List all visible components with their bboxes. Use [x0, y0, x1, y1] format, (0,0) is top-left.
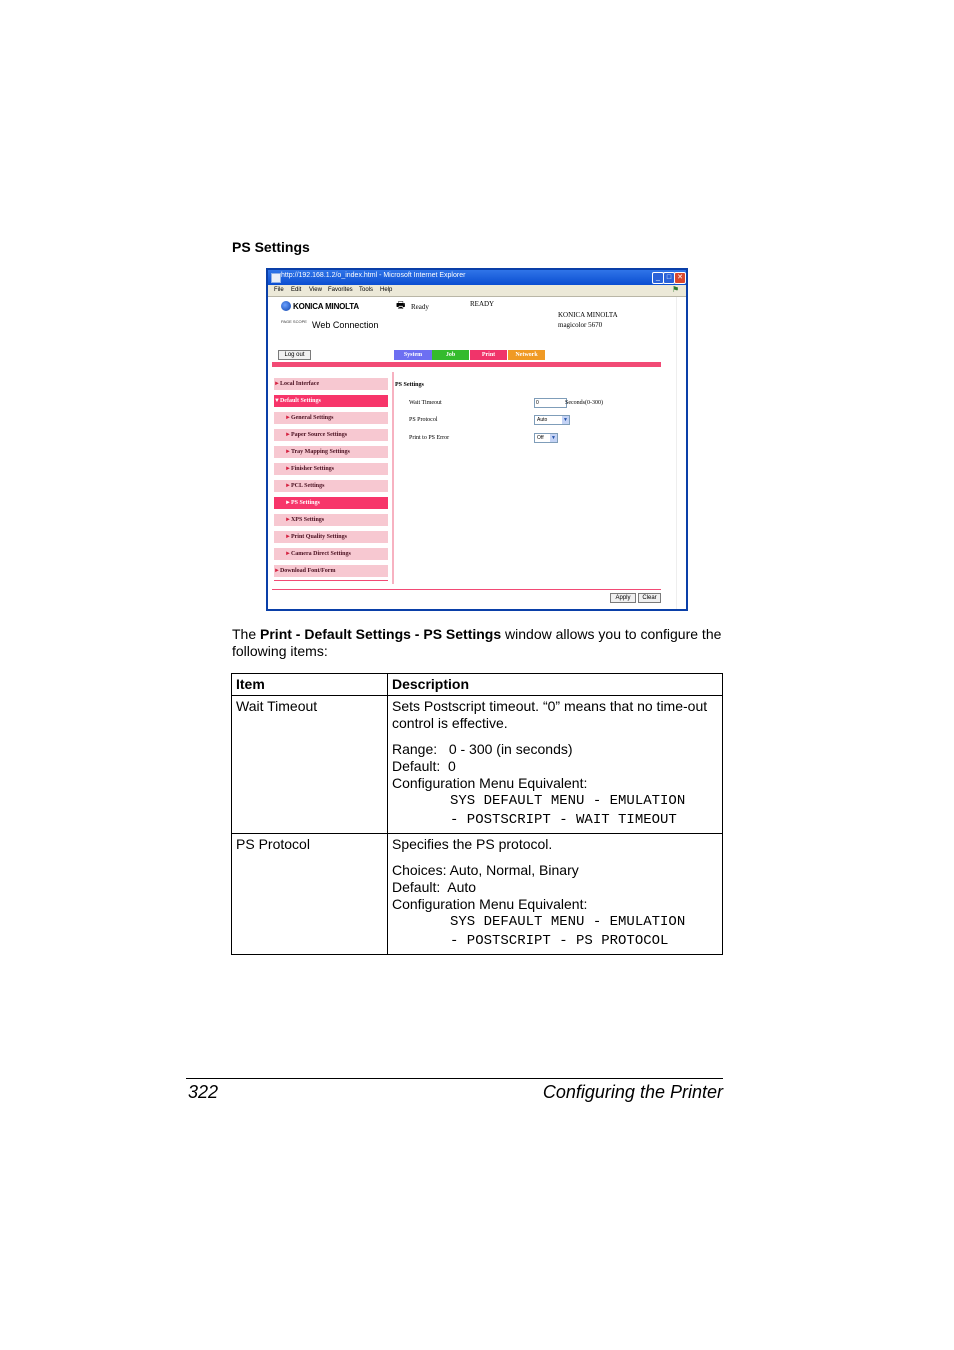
row-description: Specifies the PS protocol. [392, 836, 553, 852]
wait-timeout-label: Wait Timeout [409, 400, 442, 406]
menu-help[interactable]: Help [380, 287, 393, 293]
arrow-right-icon: ► [285, 500, 291, 506]
row-menu-line2: - POSTSCRIPT - PS PROTOCOL [450, 933, 669, 949]
nav-general-settings[interactable] [274, 412, 388, 424]
intro-bold: Print - Default Settings - PS Settings [260, 626, 502, 642]
table-row [232, 696, 723, 834]
pagescope-text: PAGE SCOPE [281, 319, 307, 324]
chevron-down-icon: ▼ [551, 435, 556, 441]
row-choices: Choices: Auto, Normal, Binary [392, 862, 579, 878]
arrow-right-icon: ► [285, 415, 291, 421]
wait-timeout-unit: Seconds(0-300) [565, 400, 603, 406]
arrow-right-icon: ► [285, 466, 291, 472]
nav-tray-mapping-settings[interactable] [274, 446, 388, 458]
nav-default-settings[interactable] [274, 395, 388, 407]
row-menu-line1: SYS DEFAULT MENU - EMULATION [450, 914, 686, 930]
menu-tools[interactable]: Tools [359, 287, 374, 293]
arrow-right-icon: ► [274, 381, 280, 387]
table-header-row [232, 674, 723, 696]
nav-label: General Settings [290, 415, 334, 421]
arrow-right-icon: ► [285, 483, 291, 489]
web-connection-title: Web Connection [312, 320, 379, 330]
row-menu-label: Configuration Menu Equivalent: [392, 896, 588, 912]
windows-flag-icon: ⚑ [672, 285, 680, 294]
ps-protocol-select[interactable] [534, 415, 570, 425]
arrow-right-icon: ► [285, 432, 291, 438]
tab-network[interactable]: Network [508, 350, 545, 360]
logo-text: KONICA MINOLTA [293, 302, 359, 311]
arrow-right-icon: ► [285, 534, 291, 540]
arrow-right-icon: ► [274, 568, 280, 574]
ps-protocol-label: PS Protocol [409, 417, 438, 423]
content-bottom-divider [272, 589, 661, 590]
nav-label: Paper Source Settings [290, 432, 348, 438]
ie-page-icon [271, 273, 281, 283]
globe-icon [281, 301, 291, 311]
wait-timeout-input[interactable]: 0 [534, 398, 567, 408]
row-description: Sets Postscript timeout. “0” means that no time-out control is effective. [392, 698, 708, 731]
nav-label: Camera Direct Settings [290, 551, 351, 557]
row-description-cell [388, 834, 723, 955]
page-scrollbar[interactable] [676, 297, 686, 609]
browser-title-bar [268, 270, 686, 285]
row-description-cell [388, 696, 723, 834]
nav-download-font-form[interactable] [274, 565, 388, 577]
nav-label: Local Interface [279, 381, 320, 387]
intro-prefix: The [232, 626, 261, 642]
nav-ps-settings[interactable] [274, 497, 388, 509]
print-to-ps-error-value: Off [537, 435, 544, 441]
browser-window-screenshot [266, 268, 688, 611]
header-description: Description [388, 674, 723, 696]
nav-camera-direct-settings[interactable] [274, 548, 388, 560]
nav-paper-source-settings[interactable] [274, 429, 388, 441]
close-icon[interactable]: ✕ [674, 272, 686, 284]
tab-print[interactable]: Print [470, 350, 507, 360]
nav-print-quality-settings[interactable] [274, 531, 388, 543]
minimize-icon[interactable]: _ [652, 272, 664, 284]
tab-underline-bar [272, 362, 661, 367]
brand-name: KONICA MINOLTA [558, 311, 618, 319]
intro-paragraph [232, 626, 722, 660]
web-page [268, 297, 686, 609]
menu-view[interactable]: View [309, 287, 322, 293]
tab-system[interactable]: System [394, 350, 432, 360]
nav-finisher-settings[interactable] [274, 463, 388, 475]
row-range: Range: 0 - 300 (in seconds) [392, 741, 573, 757]
printer-status: READY [470, 300, 495, 308]
pagescope-logo-icon [281, 319, 309, 330]
nav-pcl-settings[interactable] [274, 480, 388, 492]
settings-table [231, 673, 723, 955]
nav-xps-settings[interactable] [274, 514, 388, 526]
content-title: PS Settings [395, 382, 424, 388]
ps-protocol-value: Auto [537, 417, 548, 423]
arrow-down-icon: ▼ [274, 398, 280, 404]
row-default: Default: Auto [392, 879, 477, 895]
nav-label: Finisher Settings [290, 466, 335, 472]
browser-menu-bar [268, 285, 686, 297]
row-item: PS Protocol [232, 834, 388, 955]
ready-label: Ready [411, 303, 429, 311]
apply-button[interactable]: Apply [610, 593, 636, 603]
menu-file[interactable]: File [274, 287, 284, 293]
nav-label: Print Quality Settings [290, 534, 347, 540]
footer-title: Configuring the Printer [542, 1082, 723, 1102]
row-item: Wait Timeout [232, 696, 388, 834]
section-heading: PS Settings [232, 239, 310, 255]
row-menu-line1: SYS DEFAULT MENU - EMULATION [450, 793, 686, 809]
maximize-icon[interactable]: □ [663, 272, 675, 284]
print-to-ps-error-label: Print to PS Error [409, 435, 450, 441]
nav-label: PS Settings [290, 500, 320, 506]
arrow-right-icon: ► [285, 449, 291, 455]
menu-favorites[interactable]: Favorites [328, 287, 353, 293]
nav-divider [274, 580, 388, 581]
printer-icon: 🖶 [396, 300, 406, 311]
row-default: Default: 0 [392, 758, 456, 774]
intro-suffix: window allows you to configure the following items: [232, 626, 722, 659]
logout-button[interactable]: Log out [278, 350, 311, 360]
row-menu-label: Configuration Menu Equivalent: [392, 775, 588, 791]
chevron-down-icon: ▼ [563, 417, 568, 423]
nav-label: XPS Settings [290, 517, 325, 523]
konica-minolta-logo [281, 301, 359, 311]
tab-job[interactable]: Job [432, 350, 469, 360]
print-to-ps-error-select[interactable] [534, 433, 558, 443]
nav-label: Tray Mapping Settings [290, 449, 350, 455]
header-item: Item [232, 674, 388, 696]
model-name: magicolor 5670 [558, 321, 603, 329]
nav-label: Default Settings [279, 398, 321, 404]
nav-local-interface[interactable] [274, 378, 388, 390]
arrow-right-icon: ► [285, 517, 291, 523]
arrow-right-icon: ► [285, 551, 291, 557]
page-number: 322 [188, 1082, 219, 1102]
footer-rule [186, 1078, 723, 1079]
nav-separator [392, 372, 394, 584]
row-menu-line2: - POSTSCRIPT - WAIT TIMEOUT [450, 812, 677, 828]
browser-title: http://192.168.1.2/o_index.html - Microsoft Internet Explorer [281, 272, 466, 279]
menu-edit[interactable]: Edit [291, 287, 302, 293]
nav-label: Download Font/Form [279, 568, 336, 574]
clear-button[interactable]: Clear [638, 593, 661, 603]
table-row [232, 834, 723, 955]
nav-label: PCL Settings [290, 483, 325, 489]
